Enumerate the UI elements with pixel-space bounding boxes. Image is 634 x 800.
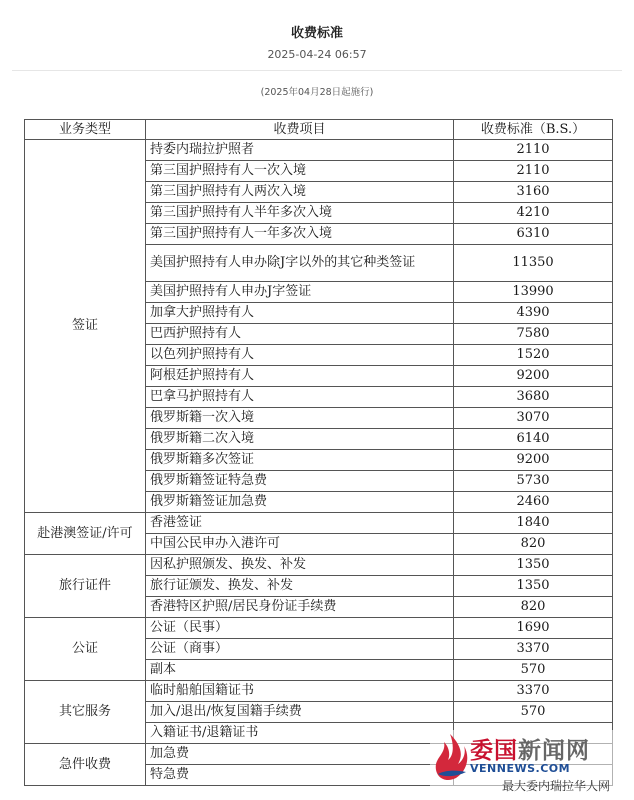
column-header-category: 业务类型 — [25, 120, 146, 140]
fee-item-cell: 俄罗斯籍签证加急费 — [146, 492, 454, 513]
fee-item-cell: 俄罗斯籍一次入境 — [146, 408, 454, 429]
table-row — [25, 681, 613, 702]
fee-amount-cell: 7580 — [454, 324, 613, 345]
fee-item-cell: 巴西护照持有人 — [146, 324, 454, 345]
fee-item-cell: 临时船舶国籍证书 — [146, 681, 454, 702]
fee-item-cell: 巴拿马护照持有人 — [146, 387, 454, 408]
watermark-slogan: 最大委内瑞拉华人网 — [502, 779, 611, 793]
fee-amount-cell: 1520 — [454, 345, 613, 366]
fee-item-cell: 公证（商事） — [146, 639, 454, 660]
fee-amount-cell: 13990 — [454, 282, 613, 303]
category-cell: 其它服务 — [25, 681, 146, 744]
fee-amount-cell: 570 — [454, 702, 613, 723]
fee-amount-cell: 6310 — [454, 224, 613, 245]
fee-amount-cell: 3680 — [454, 387, 613, 408]
fee-amount-cell: 570 — [454, 660, 613, 681]
fee-item-cell: 加急费 — [146, 744, 454, 765]
fee-item-cell: 俄罗斯籍二次入境 — [146, 429, 454, 450]
table-row — [25, 618, 613, 639]
fee-amount-cell: 820 — [454, 597, 613, 618]
fee-item-cell: 公证（民事） — [146, 618, 454, 639]
table-row — [25, 555, 613, 576]
fee-amount-cell: 6140 — [454, 429, 613, 450]
divider — [12, 70, 622, 71]
fee-table-body — [25, 140, 613, 786]
watermark-domain: VENNEWS.COM — [470, 762, 571, 775]
fee-item-cell: 俄罗斯籍多次签证 — [146, 450, 454, 471]
fee-amount-cell: 3070 — [454, 408, 613, 429]
fee-item-cell: 第三国护照持有人一次入境 — [146, 161, 454, 182]
watermark-name-gray: 新闻网 — [518, 738, 590, 764]
fee-item-cell: 阿根廷护照持有人 — [146, 366, 454, 387]
fee-amount-cell: 1350 — [454, 576, 613, 597]
fee-amount-cell: 1350 — [454, 555, 613, 576]
fee-item-cell: 入籍证书/退籍证书 — [146, 723, 454, 744]
category-cell: 公证 — [25, 618, 146, 681]
fee-item-cell: 副本 — [146, 660, 454, 681]
fee-amount-cell: 820 — [454, 534, 613, 555]
fee-item-cell: 持委内瑞拉护照者 — [146, 140, 454, 161]
fee-amount-cell: 1690 — [454, 618, 613, 639]
table-row — [25, 140, 613, 161]
fee-item-cell: 香港签证 — [146, 513, 454, 534]
flame-logo-icon — [430, 730, 470, 786]
category-cell: 急件收费 — [25, 744, 146, 786]
fee-amount-cell: 11350 — [454, 245, 613, 282]
fee-item-cell: 特急费 — [146, 765, 454, 786]
table-row — [25, 513, 613, 534]
fee-amount-cell: 9200 — [454, 450, 613, 471]
fee-item-cell: 第三国护照持有人两次入境 — [146, 182, 454, 203]
watermark-site-name — [470, 732, 590, 765]
fee-amount-cell: 4210 — [454, 203, 613, 224]
fee-amount-cell: 1840 — [454, 513, 613, 534]
fee-amount-cell: 3160 — [454, 182, 613, 203]
fee-amount-cell: 9200 — [454, 366, 613, 387]
publish-datetime: 2025-04-24 06:57 — [267, 48, 367, 61]
category-cell: 赴港澳签证/许可 — [25, 513, 146, 555]
fee-item-cell: 俄罗斯籍签证特急费 — [146, 471, 454, 492]
fee-amount-cell: 2110 — [454, 140, 613, 161]
fee-item-cell: 中国公民申办入港许可 — [146, 534, 454, 555]
fee-amount-cell: 3370 — [454, 639, 613, 660]
category-cell: 旅行证件 — [25, 555, 146, 618]
watermark-name-red: 委国 — [470, 738, 518, 764]
category-cell: 签证 — [25, 140, 146, 513]
fee-item-cell: 第三国护照持有人一年多次入境 — [146, 224, 454, 245]
fee-item-cell: 因私护照颁发、换发、补发 — [146, 555, 454, 576]
site-watermark — [430, 730, 630, 798]
column-header-fee: 收费标准（B.S.） — [454, 120, 613, 140]
column-header-item: 收费项目 — [146, 120, 454, 140]
fee-item-cell: 第三国护照持有人半年多次入境 — [146, 203, 454, 224]
fee-item-cell: 加入/退出/恢复国籍手续费 — [146, 702, 454, 723]
page-title: 收费标准 — [290, 26, 343, 41]
fee-table — [24, 119, 613, 786]
fee-amount-cell: 2110 — [454, 161, 613, 182]
fee-item-cell: 美国护照持有人申办J字签证 — [146, 282, 454, 303]
fee-amount-cell: 2460 — [454, 492, 613, 513]
fee-amount-cell: 5730 — [454, 471, 613, 492]
effective-date-note: (2025年04月28日起施行) — [260, 87, 374, 98]
fee-item-cell: 美国护照持有人申办除J字以外的其它种类签证 — [146, 245, 454, 282]
fee-amount-cell: 3370 — [454, 681, 613, 702]
fee-item-cell: 加拿大护照持有人 — [146, 303, 454, 324]
fee-item-cell: 旅行证颁发、换发、补发 — [146, 576, 454, 597]
fee-item-cell: 香港特区护照/居民身份证手续费 — [146, 597, 454, 618]
table-header-row — [25, 120, 613, 140]
fee-amount-cell: 4390 — [454, 303, 613, 324]
fee-item-cell: 以色列护照持有人 — [146, 345, 454, 366]
